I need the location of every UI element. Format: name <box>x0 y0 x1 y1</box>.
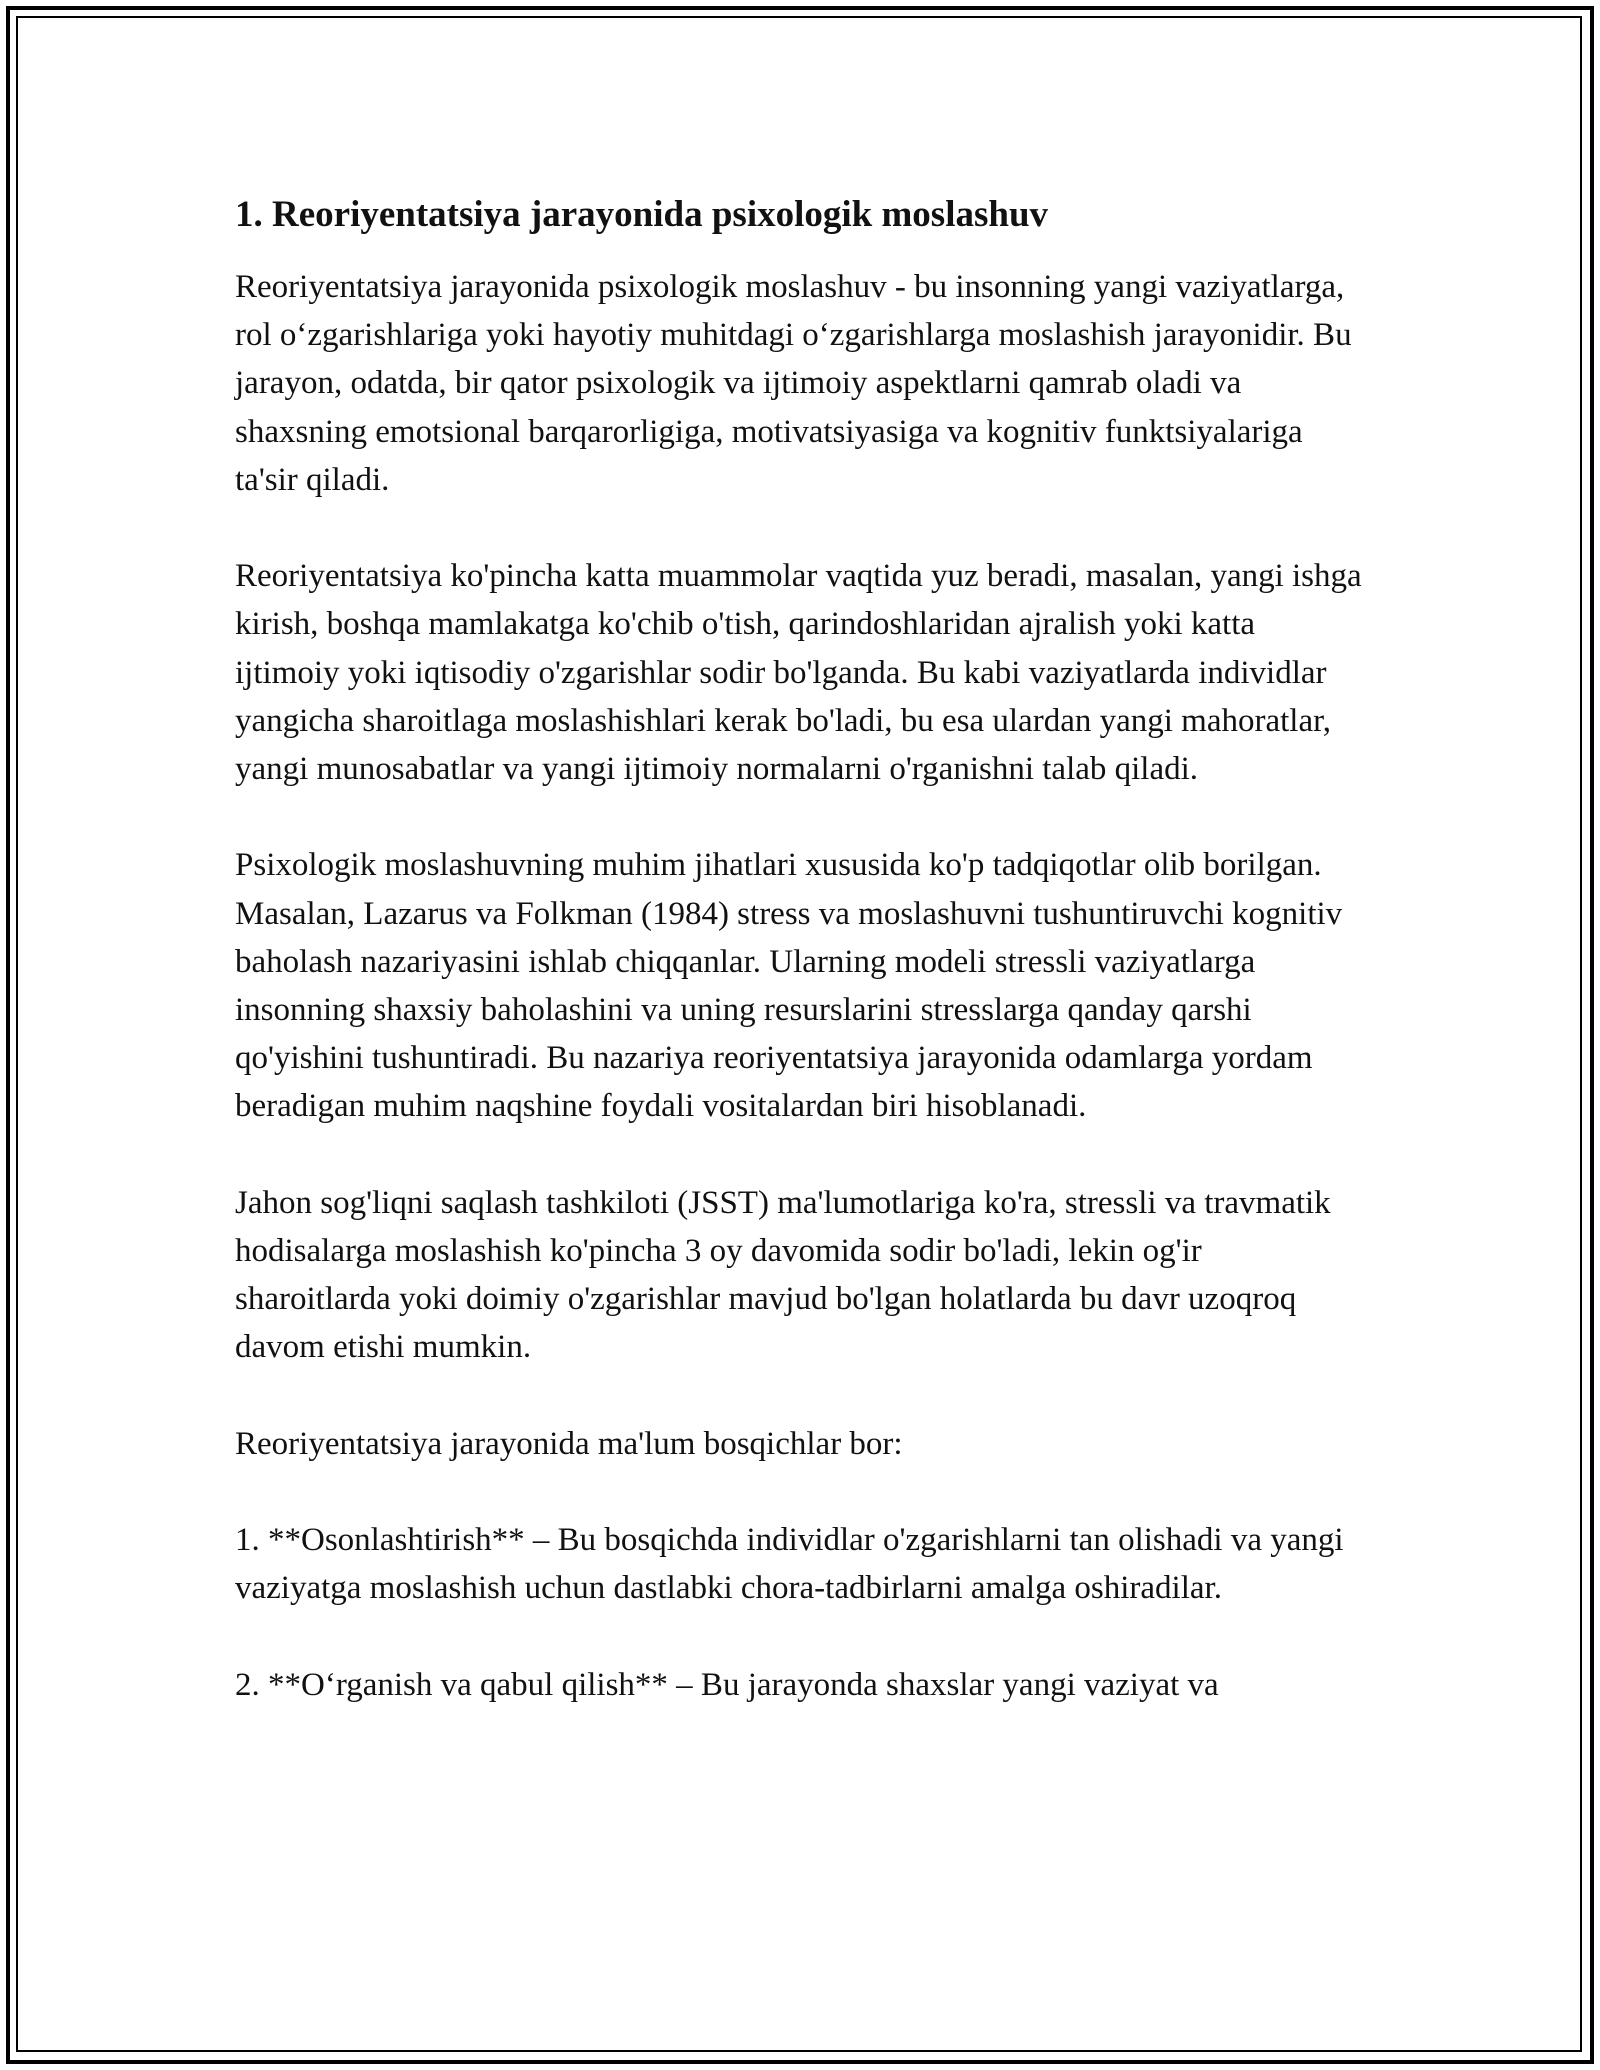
document-body <box>235 187 1365 1757</box>
paragraph-stages-intro: Reoriyentatsiya jarayonida ma'lum bosqichlar bor: <box>235 1425 903 1462</box>
list-item-stage-2: 2. **O‘rganish va qabul qilish** – Bu jarayonda shaxslar yangi vaziyat va <box>235 1666 1219 1703</box>
list-item-stage-1: 1. **Osonlashtirish** – Bu bosqichda individlar o'zgarishlarni tan olishadi va yangi vaziyatga moslashish uchun dastlabki chora-tadbirlarni amalga oshiradilar. <box>235 1522 1344 1607</box>
section-title: 1. Reoriyentatsiya jarayonida psixologik moslashuv <box>235 194 1049 235</box>
paragraph-causes: Reoriyentatsiya ko'pincha katta muammolar vaqtida yuz beradi, masalan, yangi ishga kirish, boshqa mamlakatga ko'chib o'tish, qarindoshlaridan ajralish yoki katta ijtimoiy yoki iqtisodiy o'zgarishlar sodir bo'lganda. Bu kabi vaziyatlarda individlar yangicha sharoitlaga moslashishlari kerak bo'ladi, bu esa ulardan yangi mahoratlar, yangi munosabatlar va yangi ijtimoiy normalarni o'rganishni talab qiladi. <box>235 558 1362 788</box>
paragraph-research: Psixologik moslashuvning muhim jihatlari xususida ko'p tadqiqotlar olib borilgan. Masalan, Lazarus va Folkman (1984) stress va moslashuvni tushuntiruvchi kognitiv baholash nazariyasini ishlab chiqqanlar. Ularning modeli stressli vaziyatlarga insonning shaxsiy baholashini va uning resurslarini stresslarga qanday qarshi qo'yishini tushuntiradi. Bu nazariya reoriyentatsiya jarayonida odamlarga yordam beradigan muhim naqshine foydali vositalardan biri hisoblanadi. <box>235 847 1343 1125</box>
paragraph-intro: Reoriyentatsiya jarayonida psixologik moslashuv - bu insonning yangi vaziyatlarga, rol o‘zgarishlariga yoki hayotiy muhitdagi o‘zgarishlarga moslashish jarayonidir. Bu jarayon, odatda, bir qator psixologik va ijtimoiy aspektlarni qamrab oladi va shaxsning emotsional barqarorligiga, motivatsiyasiga va kognitiv funktsiyalariga ta'sir qiladi. <box>235 269 1352 498</box>
paragraph-who-data: Jahon sog'liqni saqlash tashkiloti (JSST) ma'lumotlariga ko'ra, stressli va travmatik hodisalarga moslashish ko'pincha 3 oy davomida sodir bo'ladi, lekin og'ir sharoitlarda yoki doimiy o'zgarishlar mavjud bo'lgan holatlarda bu davr uzoqroq davom etishi mumkin. <box>235 1184 1331 1366</box>
